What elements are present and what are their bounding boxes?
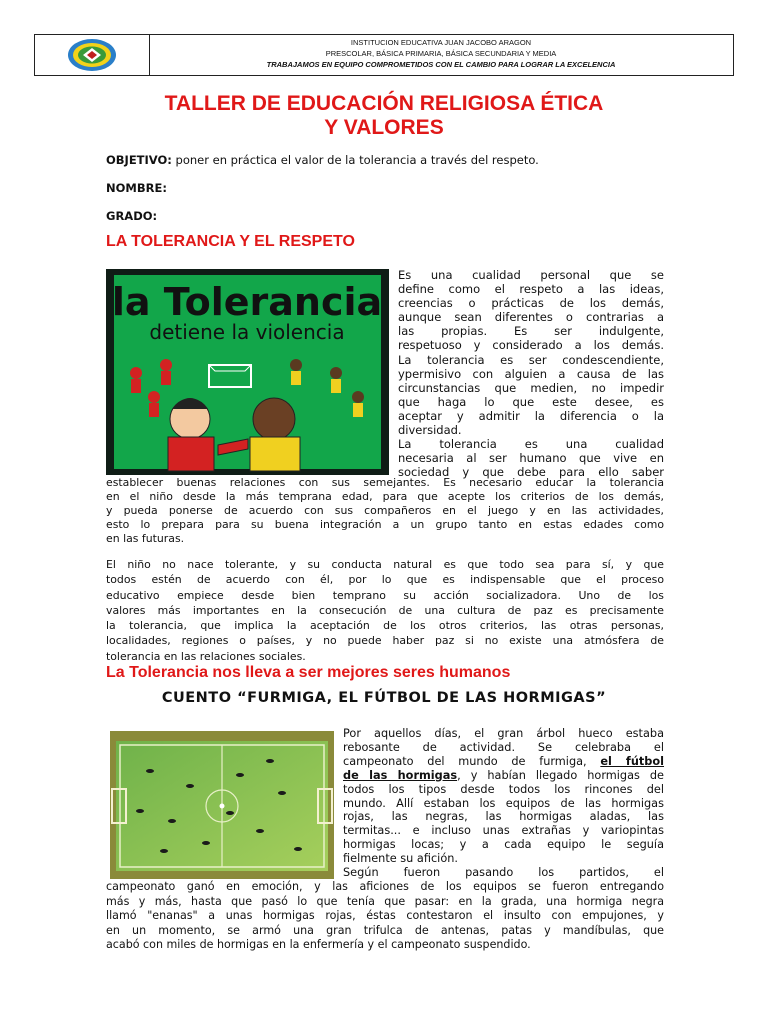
grade-label: GRADO: [106,209,158,223]
story-line: termitas... e incluso unas extrañas y variopintas [343,824,664,838]
objective-field [106,153,539,167]
school-logo-icon [67,38,117,72]
side-line: ypermisivo con alguien a causa de las [398,366,664,381]
side-line: respetuoso y considerado a los demás. [398,338,664,353]
story-line [343,755,664,769]
para2-line: todos estén de acuerdo con él, por lo que es indispensable que el proceso [106,573,664,587]
para2-line: educativo empiece desde bien temprano su acción socializadora. Uno de los [106,588,664,602]
story-line: fielmente su afición. [343,852,458,866]
title-line-1: TALLER DE EDUCACIÓN RELIGIOSA ÉTICA [164,92,604,115]
side-line: aunque sean diferentes o contrarias a [398,310,664,325]
story-line: Por aquellos días, el gran árbol hueco estaba [343,727,664,740]
side-line: La tolerancia es ser condescendiente, [398,352,664,367]
school-header [34,34,734,76]
story-full-line: acabó con miles de hormigas en la enfermería y el campeonato suspendido. [106,938,531,952]
full-line: esto lo prepara para su buena integración a un grupo tanto en estas edades como [106,518,664,532]
para2-line: la tolerancia, que implica la aceptación de los otros criterios, las otras personas, [106,619,664,633]
title-line-2: Y VALORES [324,116,444,139]
side-line: define como el respeto a las ideas, [398,282,664,297]
section-title-tolerance: LA TOLERANCIA Y EL RESPETO [106,233,355,250]
tolerance-paragraph-continued [106,476,664,546]
page-title [98,92,670,140]
story-text: , y habían llegado hormigas de [457,768,664,782]
objective-label: OBJETIVO: [106,153,172,167]
full-line: en las futuras. [106,532,185,546]
story-text: campeonato del mundo de furmiga, [343,754,601,768]
story-full-line: en un momento, se armó una gran trifulca de antenas, patas y mandíbulas, que [106,923,664,937]
story-full-line: más y más, hasta que pasó lo que tenía que pasar: en la grada, una hormiga negra [106,894,664,908]
poster-caption-1: la Tolerancia [111,280,383,324]
grade-field [106,209,157,223]
header-text [149,37,733,70]
story-line: mundo. Allí estaban los equipos de las hormigas [343,796,664,810]
side-line: circunstancias que medien, no impedir [398,380,664,395]
story-highlight: el fútbol [600,754,665,768]
logo-cell [35,35,150,75]
story-line: rojas, las negras, las hormigas aladas, las [343,810,664,824]
story-highlight: de las hormigas [343,768,458,782]
child-tolerance-paragraph [106,557,664,664]
para2-line: valores más importantes en la consecución de una cultura de paz es precisamente [106,603,664,617]
poster-caption-2: detiene la violencia [149,320,345,344]
story-line: hormigas locas; y a cada equipo le seguía [343,838,664,852]
side-line: creencias o prácticas de los demás, [398,296,664,311]
side-line: aceptar y admitir la diferencia o la [398,408,664,423]
side-line: Es una cualidad personal que se [398,268,664,282]
side-line: las propias. Es ser indulgente, [398,324,664,339]
story-line [343,769,664,783]
tolerance-side-paragraph [398,268,664,479]
side-line: sociedad y que debe para ello saber [398,465,664,480]
side-line: que haga lo que este desee, es [398,394,664,409]
story-line: todos los tipos desde todos los rincones del [343,782,664,796]
institution-levels: PRESCOLAR, BÁSICA PRIMARIA, BÁSICA SECUNDARIA Y MEDIA [325,49,557,58]
full-line: establecer buenas relaciones con sus semejantes. Es necesario educar la tolerancia [106,476,664,489]
name-field [106,181,167,195]
para2-line: El niño no nace tolerante, y su conducta natural es que todo sea para sí, y que [106,558,664,571]
story-title: CUENTO “FURMIGA, EL FÚTBOL DE LAS HORMIGAS” [161,690,607,706]
tolerance-poster-image [106,269,389,475]
institution-motto: TRABAJAMOS EN EQUIPO COMPROMETIDOS CON EL CAMBIO PARA LOGRAR LA EXCELENCIA [266,60,616,69]
story-line: Según fueron pasando los partidos, el [343,866,664,880]
name-label: NOMBRE: [106,181,167,195]
para2-line: tolerancia en las relaciones sociales. [106,649,306,663]
story-full-line: campeonato ganó en emoción, y las aficiones de los equipos se fueron entregando [106,880,664,893]
story-paragraph-continued [106,880,664,953]
side-line: La tolerancia es una cualidad [398,437,664,452]
side-line: necesaria al ser humano que vive en [398,451,664,466]
ant-football-image [110,731,334,879]
story-line: rebosante de actividad. Se celebraba el [343,740,664,754]
para2-line: localidades, regiones o países, y no puede haber paz si no existe una atmósfera de [106,634,664,648]
full-line: y pueda ponerse de acuerdo con sus compañeros en el juego y en las actividades, [106,504,664,518]
institution-name: INSTITUCION EDUCATIVA JUAN JACOBO ARAGON [350,38,532,47]
full-line: en el niño desde la más temprana edad, para que acepte los criterios de los demás, [106,490,664,504]
story-full-line: llamó "enanas" a unas hormigas rojas, éstas contestaron el insulto con empujones, y [106,909,664,923]
story-side-paragraph [343,727,664,880]
side-line: diversidad. [398,423,462,438]
section-title-better-humans: La Tolerancia nos lleva a ser mejores seres humanos [106,664,511,681]
objective-text: poner en práctica el valor de la tolerancia a través del respeto. [171,153,539,167]
